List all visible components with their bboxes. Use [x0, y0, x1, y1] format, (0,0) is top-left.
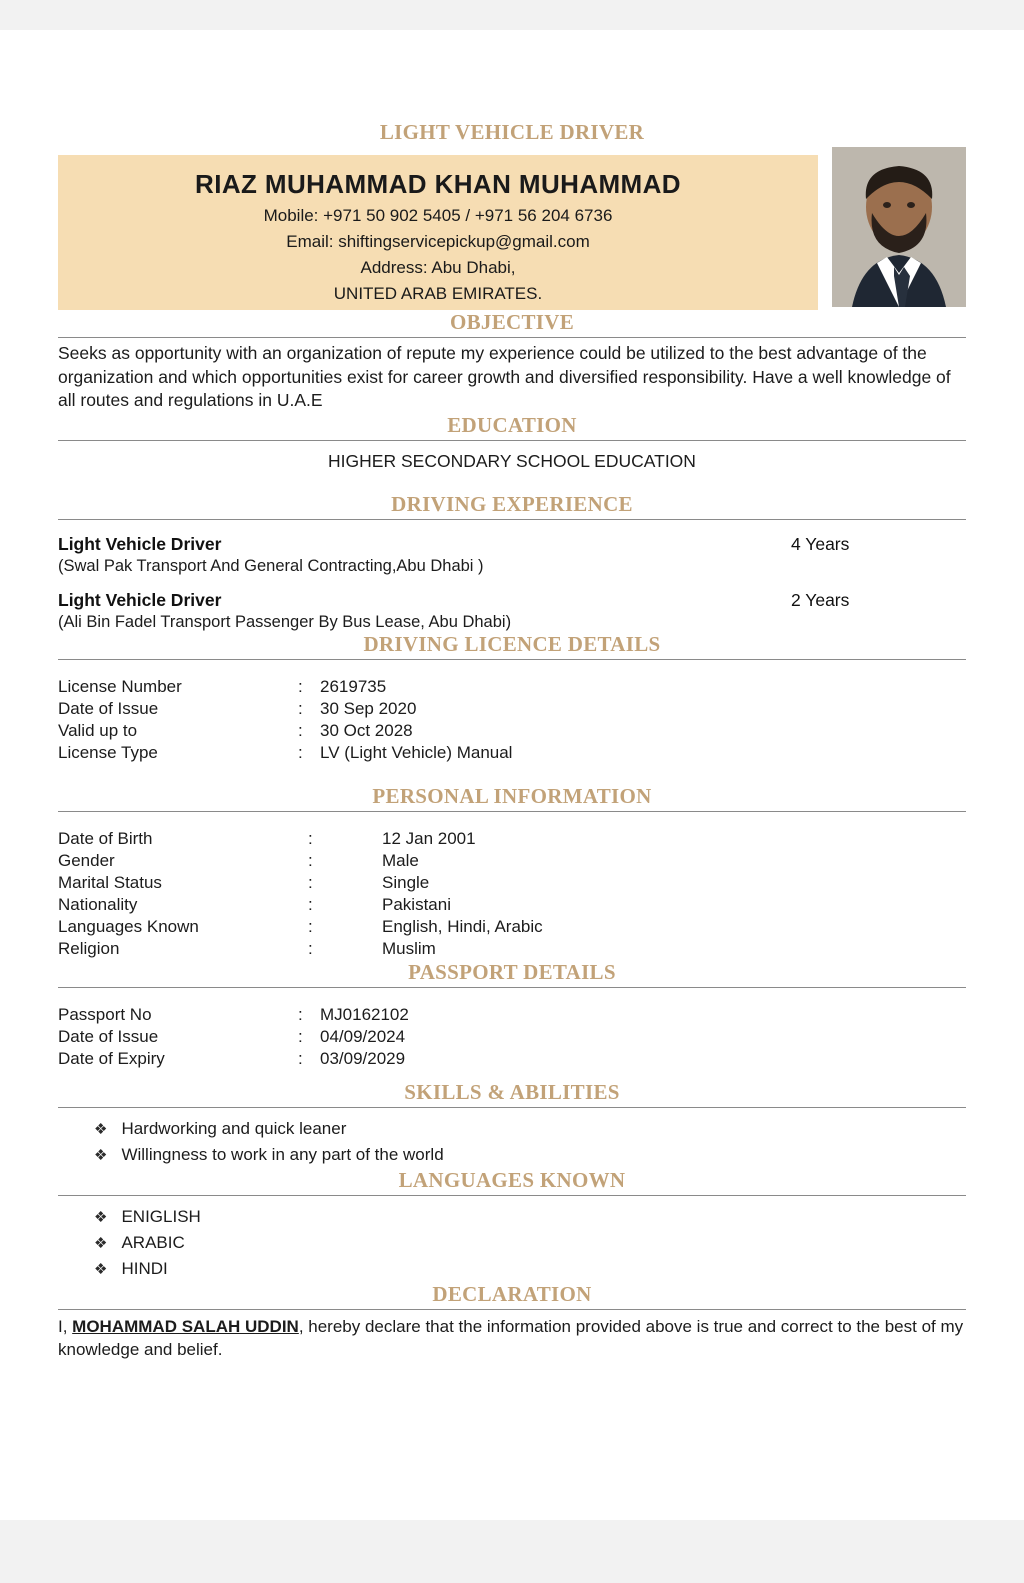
passport-title: PASSPORT DETAILS — [408, 959, 616, 984]
table-row — [58, 742, 512, 764]
divider — [58, 337, 966, 338]
candidate-address: Address: Abu Dhabi, — [360, 258, 516, 277]
separator: : — [298, 720, 303, 740]
candidate-email: Email: shiftingservicepickup@gmail.com — [286, 232, 590, 251]
licence-value: 2619735 — [320, 676, 387, 696]
licence-table — [58, 676, 512, 764]
personal-value: Single — [382, 872, 430, 892]
separator: : — [298, 1048, 303, 1068]
personal-table — [58, 828, 543, 960]
separator: : — [308, 916, 313, 936]
separator: : — [308, 894, 313, 914]
separator: : — [308, 938, 313, 958]
divider — [58, 1195, 966, 1196]
divider — [58, 440, 966, 441]
personal-value: Muslim — [382, 938, 436, 958]
table-row — [58, 1048, 409, 1070]
section-objective — [58, 310, 966, 413]
skills-list — [58, 1116, 966, 1168]
table-row — [58, 1004, 409, 1026]
personal-label: Religion — [58, 938, 120, 958]
passport-value: 04/09/2024 — [320, 1026, 406, 1046]
languages-list — [58, 1204, 966, 1282]
languages-title: LANGUAGES KNOWN — [398, 1167, 626, 1192]
separator: : — [298, 1026, 303, 1046]
list-item — [94, 1230, 966, 1256]
personal-label: Languages Known — [58, 916, 199, 936]
licence-value: 30 Oct 2028 — [320, 720, 413, 740]
section-education — [58, 413, 966, 472]
declaration-prefix: I, — [58, 1316, 73, 1336]
document-top-title-block — [58, 30, 966, 145]
list-item — [94, 1116, 966, 1142]
table-row — [58, 676, 512, 698]
experience-item — [58, 590, 966, 632]
table-row — [58, 850, 543, 872]
experience-role: Light Vehicle Driver — [58, 589, 222, 610]
section-personal — [58, 784, 966, 960]
portrait-photo — [832, 147, 966, 307]
divider — [58, 519, 966, 520]
licence-value: 30 Sep 2020 — [320, 698, 417, 718]
section-experience — [58, 492, 966, 632]
declaration-body: , hereby declare that the information provided above is true and correct to the best of my knowledge and belief. — [58, 1316, 964, 1359]
section-declaration — [58, 1282, 966, 1362]
list-item — [94, 1204, 966, 1230]
language-text: ENIGLISH — [121, 1206, 201, 1226]
licence-label: License Number — [58, 676, 182, 696]
personal-label: Marital Status — [58, 872, 162, 892]
objective-title: OBJECTIVE — [449, 310, 575, 334]
table-row — [58, 938, 543, 960]
language-text: ARABIC — [121, 1232, 185, 1252]
experience-title: DRIVING EXPERIENCE — [391, 491, 633, 516]
separator: : — [298, 742, 303, 762]
table-row — [58, 720, 512, 742]
separator: : — [308, 850, 313, 870]
table-row — [58, 1026, 409, 1048]
experience-item — [58, 534, 966, 576]
declaration-title: DECLARATION — [432, 1281, 592, 1306]
personal-value: Pakistani — [382, 894, 451, 914]
divider — [58, 987, 966, 988]
table-row — [58, 828, 543, 850]
divider — [58, 1309, 966, 1310]
experience-company: (Ali Bin Fadel Transport Passenger By Bus Lease, Abu Dhabi) — [58, 612, 512, 631]
separator: : — [308, 872, 313, 892]
list-item — [94, 1142, 966, 1168]
personal-label: Nationality — [58, 894, 138, 914]
passport-value: MJ0162102 — [320, 1004, 409, 1024]
section-skills — [58, 1080, 966, 1168]
skill-text: Willingness to work in any part of the world — [121, 1144, 444, 1164]
personal-value: 12 Jan 2001 — [382, 828, 476, 848]
licence-label: Valid up to — [58, 720, 138, 740]
education-text: HIGHER SECONDARY SCHOOL EDUCATION — [328, 450, 696, 471]
personal-label: Gender — [58, 850, 115, 870]
licence-value: LV (Light Vehicle) Manual — [320, 742, 513, 762]
candidate-name: RIAZ MUHAMMAD KHAN MUHAMMAD — [195, 169, 681, 199]
header-contact-block — [58, 155, 818, 304]
resume-page — [0, 30, 1024, 1520]
separator: : — [298, 698, 303, 718]
table-row — [58, 698, 512, 720]
separator: : — [298, 676, 303, 696]
passport-label: Date of Expiry — [58, 1048, 165, 1068]
diamond-bullet-icon: ❖ — [94, 1260, 108, 1278]
licence-label: Date of Issue — [58, 698, 159, 718]
section-licence — [58, 632, 966, 764]
education-title: EDUCATION — [447, 412, 577, 437]
candidate-mobile: Mobile: +971 50 902 5405 / +971 56 204 6736 — [263, 206, 613, 225]
passport-table — [58, 1004, 409, 1070]
table-row — [58, 916, 543, 938]
personal-value: Male — [382, 850, 419, 870]
candidate-country: UNITED ARAB EMIRATES. — [333, 284, 543, 303]
table-row — [58, 872, 543, 894]
section-languages — [58, 1168, 966, 1282]
passport-value: 03/09/2029 — [320, 1048, 406, 1068]
list-item — [94, 1256, 966, 1282]
personal-label: Date of Birth — [58, 828, 153, 848]
separator: : — [298, 1004, 303, 1024]
personal-value: English, Hindi, Arabic — [382, 916, 543, 936]
separator: : — [308, 828, 313, 848]
declaration-name: MOHAMMAD SALAH UDDIN — [72, 1316, 299, 1336]
declaration-text — [58, 1316, 966, 1362]
header-band — [58, 155, 966, 310]
passport-label: Passport No — [58, 1004, 152, 1024]
personal-title: PERSONAL INFORMATION — [372, 783, 652, 808]
section-passport — [58, 960, 966, 1070]
skills-title: SKILLS & ABILITIES — [404, 1079, 620, 1104]
diamond-bullet-icon: ❖ — [94, 1120, 108, 1138]
licence-title: DRIVING LICENCE DETAILS — [363, 631, 661, 656]
divider — [58, 811, 966, 812]
table-row — [58, 894, 543, 916]
experience-company: (Swal Pak Transport And General Contracting,Abu Dhabi ) — [58, 556, 484, 575]
diamond-bullet-icon: ❖ — [94, 1146, 108, 1164]
experience-duration: 4 Years — [791, 533, 850, 554]
experience-duration: 2 Years — [791, 589, 850, 610]
objective-text: Seeks as opportunity with an organization of repute my experience could be utilized to the best advantage of the organization and which opportunities exist for career growth and diversified responsibility. Have a well knowledge of all routes and regulations in U.A.E — [58, 343, 951, 411]
diamond-bullet-icon: ❖ — [94, 1234, 108, 1252]
language-text: HINDI — [121, 1258, 168, 1278]
licence-label: License Type — [58, 742, 158, 762]
passport-label: Date of Issue — [58, 1026, 159, 1046]
experience-role: Light Vehicle Driver — [58, 533, 222, 554]
divider — [58, 659, 966, 660]
divider — [58, 1107, 966, 1108]
diamond-bullet-icon: ❖ — [94, 1208, 108, 1226]
document-top-title: LIGHT VEHICLE DRIVER — [379, 120, 645, 144]
skill-text: Hardworking and quick leaner — [121, 1118, 347, 1138]
